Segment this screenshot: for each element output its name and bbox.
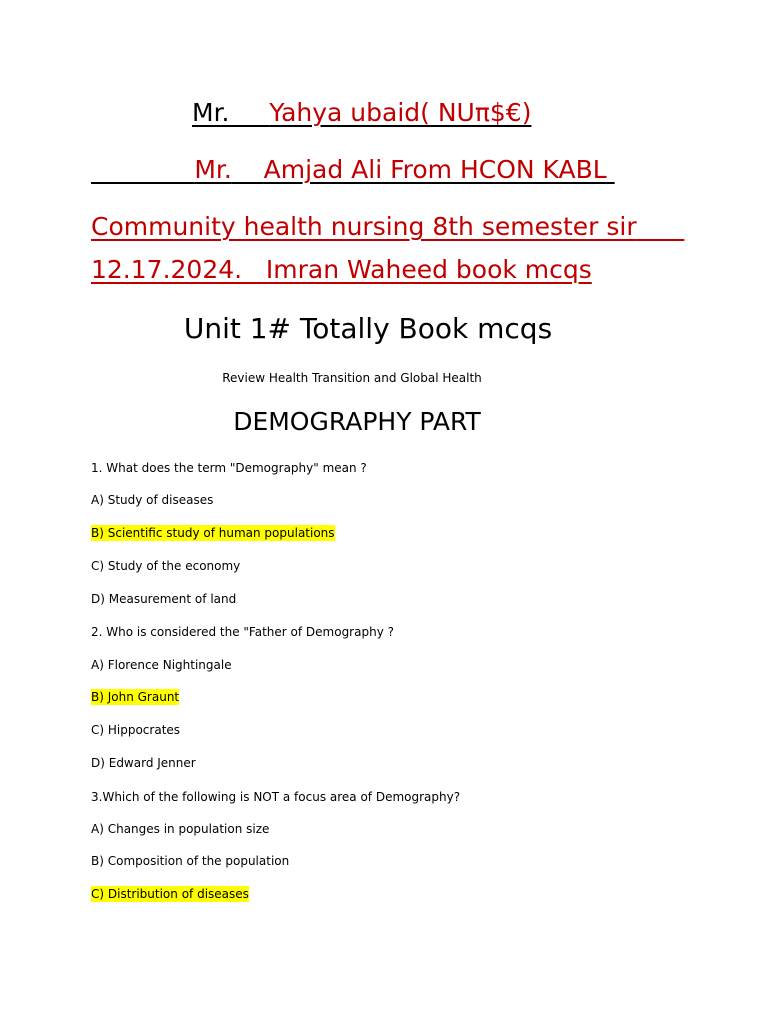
question-2-option-b-answer: B) John Graunt — [91, 690, 180, 704]
header-line-4 — [91, 255, 592, 285]
question-3-option-a: A) Changes in population size — [91, 822, 270, 836]
header-line-1-prefix: Mr. — [192, 98, 230, 127]
unit-title: Unit 1# Totally Book mcqs — [183, 312, 553, 345]
question-3-option-b: B) Composition of the population — [91, 854, 290, 868]
subtitle: Review Health Transition and Global Health — [222, 371, 482, 385]
question-1-option-a: A) Study of diseases — [91, 493, 214, 507]
question-1-option-b-answer: B) Scientific study of human populations — [91, 526, 335, 540]
question-2-option-c: C) Hippocrates — [91, 723, 181, 737]
header-line-2-prefix: Mr. — [194, 155, 232, 184]
header-line-3-text: Community health nursing 8th semester sir — [91, 212, 637, 241]
question-2-option-a: A) Florence Nightingale — [91, 658, 232, 672]
header-line-1-name: Yahya ubaid( NUπ$€) — [269, 98, 532, 127]
header-line-2 — [91, 155, 615, 185]
part-title: DEMOGRAPHY PART — [233, 407, 481, 436]
question-1-option-c: C) Study of the economy — [91, 559, 241, 573]
question-1-option-d: D) Measurement of land — [91, 592, 237, 606]
question-1: 1. What does the term "Demography" mean ? — [91, 461, 367, 475]
header-line-1 — [192, 98, 531, 128]
question-3-option-c-answer: C) Distribution of diseases — [91, 887, 249, 901]
header-line-4-text: 12.17.2024. Imran Waheed book mcqs — [91, 255, 592, 284]
question-2: 2. Who is considered the "Father of Demography ? — [91, 625, 394, 639]
header-line-2-name: Amjad Ali From HCON KABL — [263, 155, 607, 184]
question-3: 3.Which of the following is NOT a focus area of Demography? — [91, 790, 461, 804]
header-line-3 — [91, 212, 684, 242]
question-2-option-d: D) Edward Jenner — [91, 756, 196, 770]
